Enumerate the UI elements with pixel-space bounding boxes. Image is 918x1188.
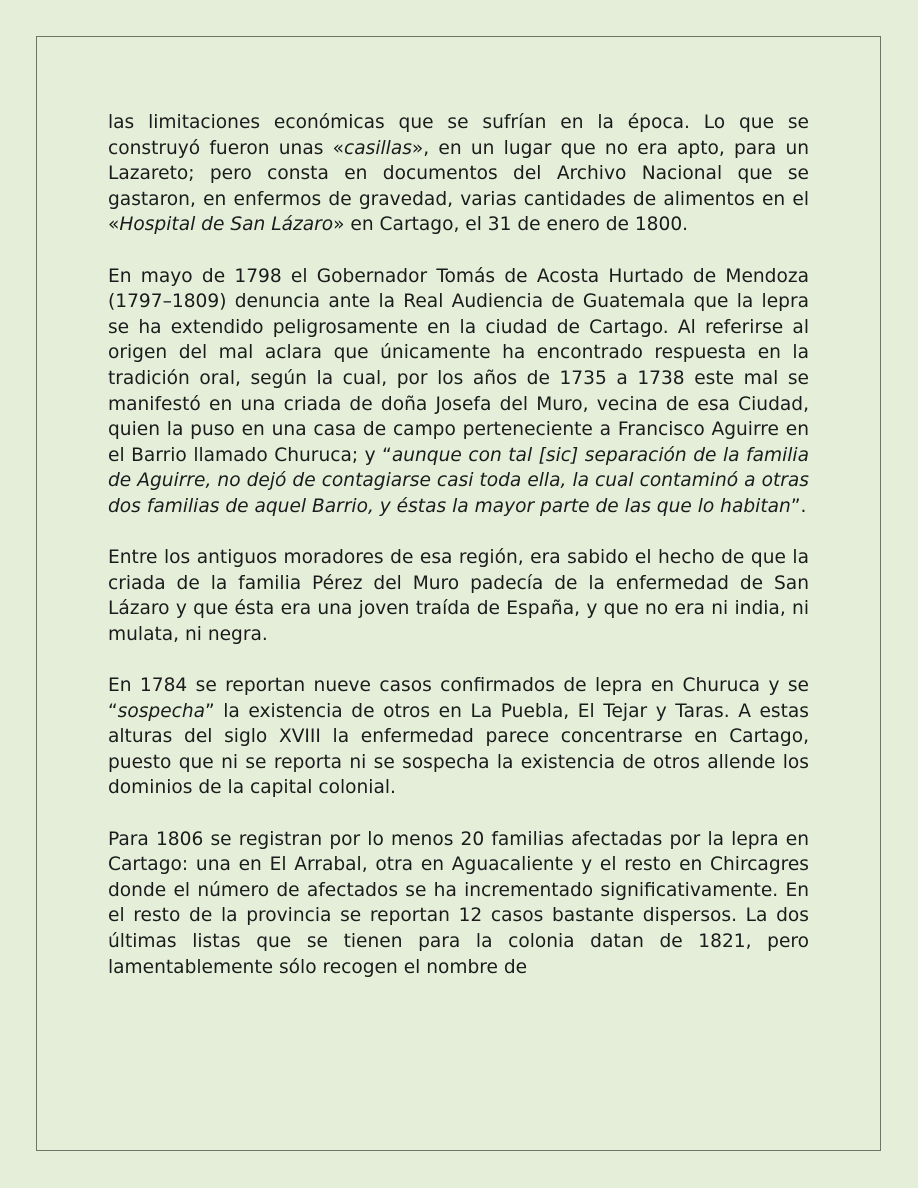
- paragraph-1: las limitaciones económicas que se sufrían en la época. Lo que se construyó fueron unas «casillas», en un lugar que no era apto, para un Lazareto; pero consta en documentos del Archivo Nacional que se gastaron, en enfermos de gravedad, varias cantidades de alimentos en el «Hospital de San Lázaro» en Cartago, el 31 de enero de 1800.: [108, 112, 810, 236]
- paragraph-2: En mayo de 1798 el Gobernador Tomás de Acosta Hurtado de Mendoza (1797–1809) denuncia ante la Real Audiencia de Guatemala que la lepra se ha extendido peligrosamente en la ciudad de Cartago. Al referirse al origen del mal aclara que únicamente ha encontrado respuesta en la tradición oral, según la cual, por los años de 1735 a 1738 este mal se manifestó en una criada de doña Josefa del Muro, vecina de esa Ciudad, quien la puso en una casa de campo perteneciente a Francisco Aguirre en el Barrio llamado Churuca; y “aunque con tal [sic] separación de la familia de Aguirre, no dejó de contagiarse casi toda ella, la cual contaminó a otras dos familias de aquel Barrio, y éstas la mayor parte de las que lo habitan”.: [108, 265, 809, 517]
- paragraph-5: Para 1806 se registran por lo menos 20 familias afectadas por la lepra en Cartago: una en El Arrabal, otra en Aguacaliente y el resto en Chircagres donde el número de afectados se ha incrementado significativamente. En el resto de la provincia se reportan 12 casos bastante dispersos. La dos últimas listas que se tienen para la colonia datan de 1821, pero lamentablemente sólo recogen el nombre de: [108, 828, 809, 978]
- body-text: [108, 110, 809, 980]
- paragraph-3: Entre los antiguos moradores de esa región, era sabido el hecho de que la criada de la familia Pérez del Muro padecía de la enfermedad de San Lázaro y que ésta era una joven traída de España, y que no era ni india, ni mulata, ni negra.: [108, 547, 809, 645]
- paragraph-4: En 1784 se reportan nueve casos confirmados de lepra en Churuca y se “sospecha” la existencia de otros en La Puebla, El Tejar y Taras. A estas alturas del siglo XVIII la enfermedad parece concentrarse en Cartago, puesto que ni se reporta ni se sospecha la existencia de otros allende los dominios de la capital colonial.: [108, 675, 809, 799]
